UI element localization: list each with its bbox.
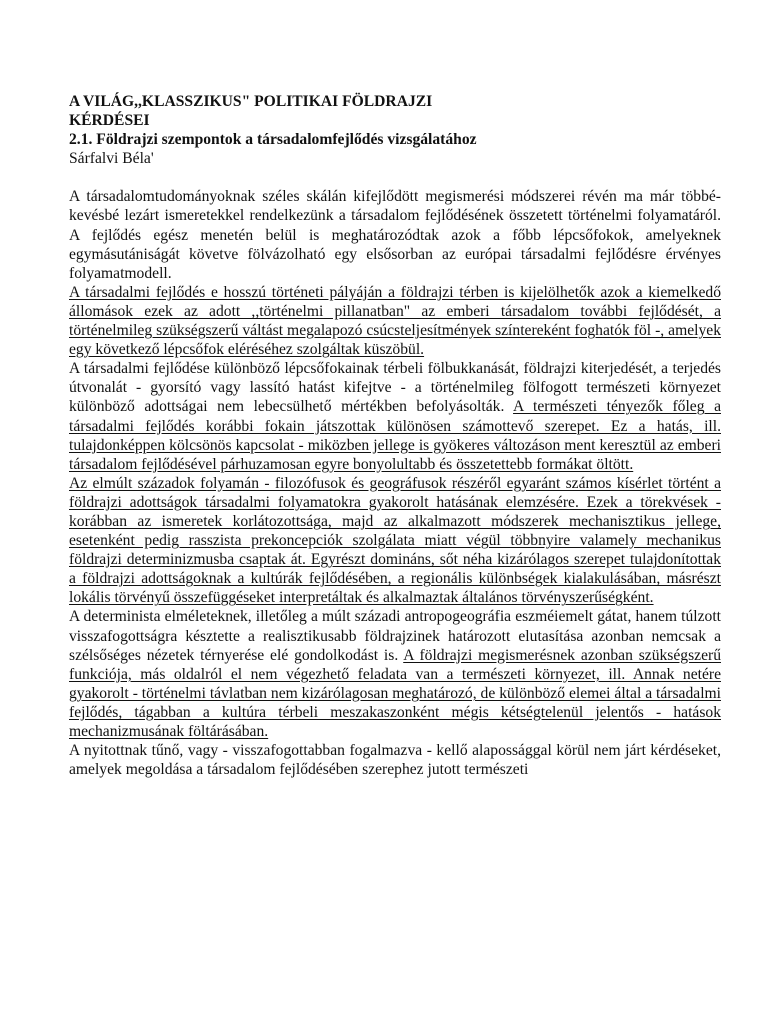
author-name: Sárfalvi Béla' xyxy=(69,150,154,168)
paragraph-2: A társadalmi fejlődés e hosszú történeti pályáján a földrajzi térben is kijelölhetők azok a kiemelkedő állomások ezek az adott ,,történelmi pillanatban" az emberi társadalom további fejlődését, a történelmileg szükségszerű váltást megalapozó csúcsteljesítmények színtereként foghatók föl -, amelyek egy következő lépcsőfok eléréséhez szolgáltak küszöbül. xyxy=(69,283,721,359)
document-title-line-1: A VILÁG,,KLASSZIKUS" POLITIKAI FÖLDRAJZI xyxy=(69,93,433,110)
paragraph-1: A társadalomtudományoknak széles skálán kifejlődött megismerési módszerei révén ma már többé-kevésbé lezárt ismeretekkel rendelkezünk a társadalom fejlődésének összetett történelmi folyamatáról. A fejlődés egész menetén belül is meghatározódtak azok a főbb lépcsőfokok, amelyeknek egymásutániságát követve fölvázolható egy elsősorban az európai társadalmi fejlődésre érvényes folyamatmodell. xyxy=(69,188,721,282)
section-subtitle: 2.1. Földrajzi szempontok a társadalomfejlődés vizsgálatához xyxy=(69,131,477,149)
paragraph-4: Az elmúlt századok folyamán - filozófusok és geográfusok részéről egyaránt számos kísérlet történt a földrajzi adottságok társadalmi folyamatokra gyakorolt hatásának elemzésére. Ezek a törekvések - korábban az ismeretek korlátozottsága, majd az alkalmazott módszerek mechanisztikus jellege, esetenként pedig rasszista prekoncepciók szolgálata miatt végül többnyire valamely mechanikus földrajzi determinizmusba csaptak át. Egyrészt domináns, sőt néha kizárólagos szerepet tulajdonítottak a földrajzi adottságoknak a kultúrák fejlődésében, a regionális különbségek kialakulásában, másrészt lokális törvényű összefüggéseket interpretáltak és alkalmaztak általános törvényszerűségként. xyxy=(69,474,721,607)
document-title xyxy=(69,92,721,130)
document-page xyxy=(69,92,721,779)
paragraph-3 xyxy=(69,359,721,474)
paragraph-3-text: A társadalmi fejlődése különböző lépcsőfokainak térbeli fölbukkanását, földrajzi kiterjedését, a terjedés útvonalát - gyorsító vagy lassító hatást kifejtve - a történelmileg fölfogott természeti környezet különböző adottságai nem lebecsülhető mértékben befolyásolták. xyxy=(69,360,721,416)
paragraph-6: A nyitottnak tűnő, vagy - visszafogottabban fogalmazva - kellő alapossággal körül nem járt kérdéseket, amelyek megoldása a társadalom fejlődésében szerephez jutott természeti xyxy=(69,742,721,779)
paragraph-5-underlined-text: A földrajzi megismerésnek azonban szükségszerű funkciója, más oldalról el nem végezhető feladata van a természeti környezet, ill. Annak netére gyakorolt - történelmi távlatban nem kizárólagosan meghatározó, de különböző elemei által a társadalmi fejlődés, tágabban a kultúra térbeli meszakaszonként mégis kétségtelenül jelentős - hatások mechanizmusának föltárásában. xyxy=(69,646,721,740)
paragraph-5 xyxy=(69,607,721,741)
paragraph-5-text: A determinista elméleteknek, illetőleg a múlt századi antropogeográfia eszméiemelt gátat, hanem túlzott visszafogottságra késztette a realisztikusabb földrajzinek határozott elutasítása azonban nemcsak a szélsőséges nézetek térnyerése elé gondolkodást is. xyxy=(69,608,721,664)
document-title-line-2: KÉRDÉSEI xyxy=(69,112,150,130)
paragraph-3-underlined-text: A természeti tényezők főleg a társadalmi fejlődés korábbi fokain játszottak különösen számottevő szerepet. Ez a hatás, ill. tulajdonképpen kölcsönös kapcsolat - miközben jellege is gyökeres változáson ment keresztül az emberi társadalom fejlődésével párhuzamosan egyre bonyolultabb és összetettebb formákat öltött. xyxy=(69,398,721,473)
